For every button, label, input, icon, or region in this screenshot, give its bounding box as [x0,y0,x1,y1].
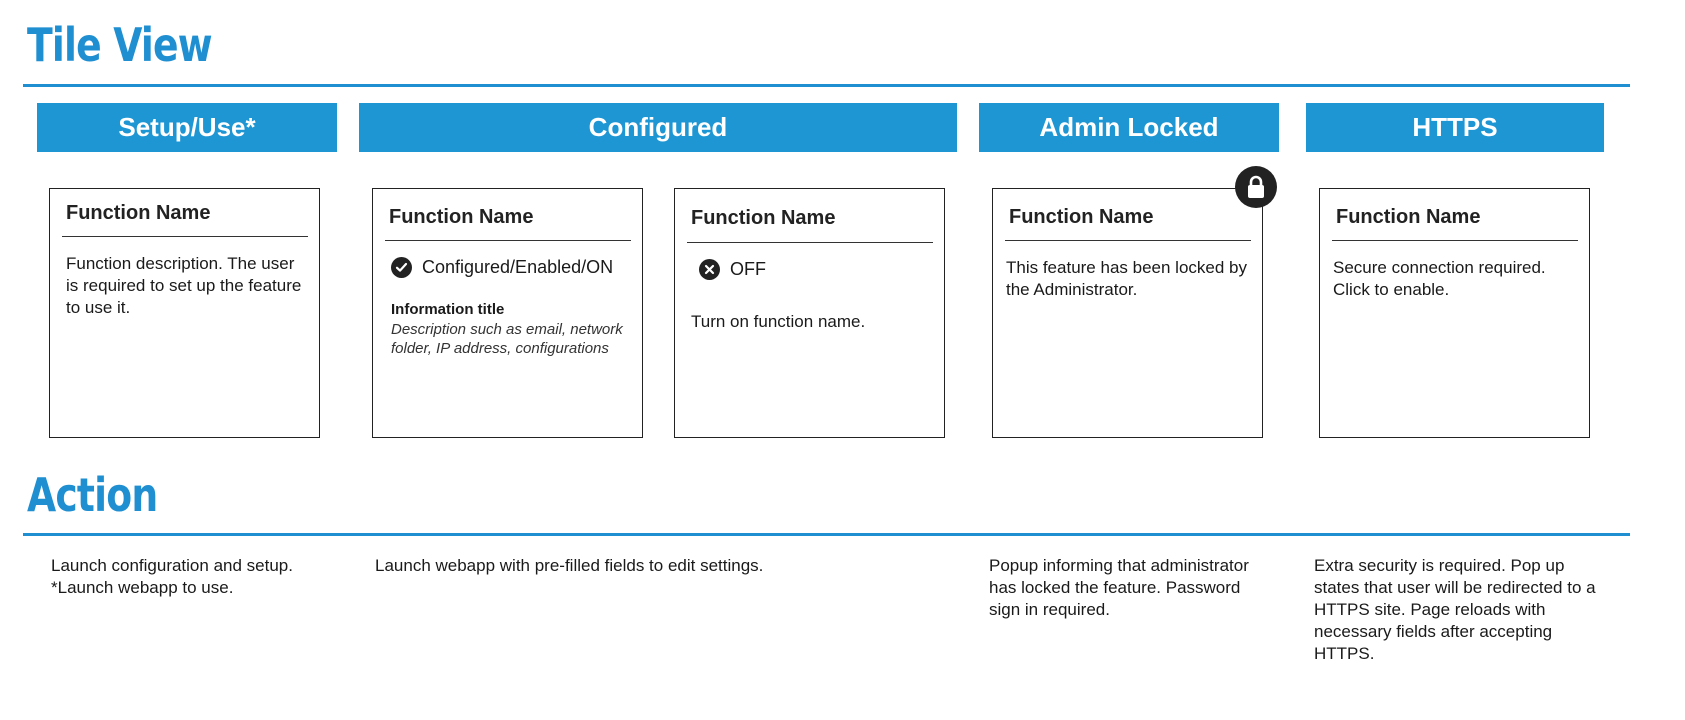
action-configured-text: Launch webapp with pre-filled fields to edit settings. [375,556,764,575]
tile-description: Turn on function name. [691,312,866,331]
tile-view-divider [23,84,1630,87]
tile-divider [1332,240,1578,241]
tile-https[interactable] [1319,188,1590,438]
category-header-admin-locked: Admin Locked [979,103,1279,152]
information-description: Description such as email, network folder, IP address, configurations [391,321,623,357]
tile-function-name: Function Name [1009,206,1154,228]
status-text: Configured/Enabled/ON [422,257,614,277]
tile-function-name: Function Name [691,207,836,229]
action-title: Action [27,468,158,522]
tile-configured[interactable] [372,188,643,438]
tile-view-title: Tile View [27,18,212,72]
action-https-text: Extra security is required. Pop up states that user will be redirected to a HTTPS site. Page reloads with necessary fields after accepting HTTPS. [1314,556,1596,663]
action-setup-text: Launch configuration and setup. *Launch webapp to use. [51,556,293,597]
tile-divider [385,240,631,241]
x-circle-icon [699,259,720,280]
category-header-configured: Configured [359,103,957,152]
tile-admin-locked[interactable] [992,188,1263,438]
tile-function-name: Function Name [66,202,211,224]
status-row [699,259,766,280]
lock-icon [1235,166,1277,208]
information-title: Information title [391,301,505,318]
tile-function-name: Function Name [1336,206,1481,228]
tile-divider [62,236,308,237]
action-divider [23,533,1630,536]
status-text: OFF [730,259,766,279]
tile-divider [687,242,933,243]
tile-divider [1005,240,1251,241]
check-circle-icon [391,257,412,278]
tile-description: Function description. The user is required to set up the feature to use it. [66,254,302,317]
tile-setup-use[interactable] [49,188,320,438]
action-admin-text: Popup informing that administrator has locked the feature. Password sign in required. [989,556,1249,619]
tile-configured-off[interactable] [674,188,945,438]
status-row [391,257,613,278]
tile-function-name: Function Name [389,206,534,228]
tile-description: Secure connection required. Click to enable. [1333,258,1546,299]
category-header-https: HTTPS [1306,103,1604,152]
tile-description: This feature has been locked by the Administrator. [1006,258,1247,299]
category-header-setup: Setup/Use* [37,103,337,152]
